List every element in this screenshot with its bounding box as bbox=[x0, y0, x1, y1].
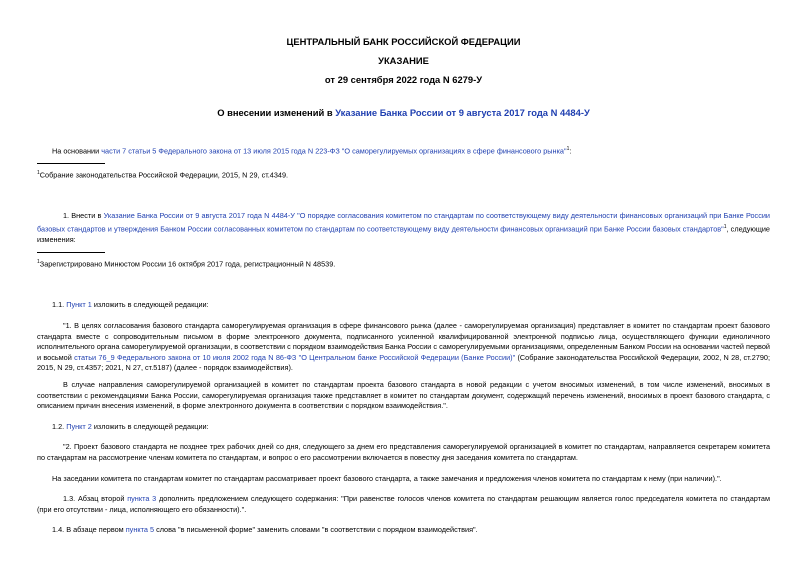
item-1-text: 1. Внести в bbox=[63, 211, 104, 220]
preamble-tail: : bbox=[569, 146, 572, 156]
item-1-4-prefix: 1.4. В абзаце первом bbox=[52, 525, 126, 534]
quote-1-p2: В случае направления саморегулируемой организацией в комитет по стандартам проекта базового стандарта в новой редакции с учетом вносимых изменений, в том числе изменений, вносимых в соответствии с рекомендациями Банка России, саморегулируемая организация также представляет в комитет по стандартам документ, содержащий перечень изменений, вносимых в проект базового стандарта, с описанием причин внесения изменений, в форме электронного документа в соответствии с порядком взаимодействия.". bbox=[37, 380, 770, 411]
quote-1 bbox=[37, 321, 770, 374]
quote-1-law-link[interactable]: статьи 76_9 Федерального закона от 10 июля 2002 года N 86-ФЗ "О Центральном банке Российской Федерации (Банке России)" bbox=[74, 352, 516, 362]
item-1-4 bbox=[52, 525, 478, 536]
doc-type: УКАЗАНИЕ bbox=[378, 55, 429, 66]
doc-title-prefix: О внесении изменений в bbox=[217, 107, 336, 118]
footnote-divider bbox=[37, 163, 105, 164]
footnote-mark: 1 bbox=[566, 146, 570, 152]
footnote-2 bbox=[37, 257, 335, 269]
doc-title-link[interactable]: Указание Банка России от 9 августа 2017 года N 4484-У bbox=[335, 107, 590, 118]
preamble-law-link[interactable]: части 7 статьи 5 Федерального закона от 13 июля 2015 года N 223-ФЗ "О саморегулируемых организациях в сфере финансового рынка" bbox=[101, 146, 567, 156]
footnote-1 bbox=[37, 168, 288, 180]
item-1-ukazanie-link[interactable]: Указание Банка России от 9 августа 2017 года N 4484-У bbox=[103, 211, 295, 220]
preamble-text: На основании bbox=[52, 146, 102, 156]
item-1-footnote-mark: 1 bbox=[723, 223, 727, 230]
item-1-4-text: слова "в письменной форме" заменить словами "в соответствии с порядком взаимодействия". bbox=[154, 525, 478, 534]
quote-1-tail: (Собрание законодательства Российской Федерации, 2002, N 28, ст.2790; 2015, N 29, ст.4357; 2021, N 27, ст.5187) (далее - порядок взаимодействия). bbox=[37, 352, 770, 373]
footnote-1-mark: 1 bbox=[37, 170, 40, 176]
preamble bbox=[52, 144, 762, 157]
item-1-3-link[interactable]: пункта 3 bbox=[127, 494, 157, 503]
item-1-2-prefix: 1.2. bbox=[52, 422, 67, 431]
doc-date-number: от 29 сентября 2022 года N 6279-У bbox=[324, 74, 483, 85]
item-1-title-link[interactable]: "О порядке согласования комитетом по стандартам по соответствующему виду деятельности финансовых организаций при Банке России базовых стандартов и утверждения Банком России согласованных комитетом по стандартам по соответствующему виду деятельности финансовых организаций при Банке России базовых стандартов" bbox=[37, 211, 771, 234]
quote-2: "2. Проект базового стандарта не позднее трех рабочих дней со дня, следующего за днем его представления саморегулируемой организацией в комитет по стандартам, направляется секретарем комитета по стандартам на рассмотрение членам комитета по стандартам, и вопрос о его рассмотрении включается в повестку дня заседания комитета по стандартам. bbox=[37, 442, 770, 462]
item-1-1-text: изложить в следующей редакции: bbox=[91, 300, 209, 309]
item-1-3-text: дополнить предложением следующего содержания: "При равенстве голосов членов комитета по стандартам решающим является голос председателя комитета по стандартам (при его отсутствии - лица, исполняющего его обязанности).". bbox=[37, 494, 771, 514]
quote-1-text: "1. В целях согласования базового стандарта саморегулируемая организация в сфере финансового рынка (далее - саморегулируемая организация) представляет в комитет по стандартам проект базового стандарта вместе с сопроводительным письмом в форме электронного документа, подписанного усиленной квалифицированной электронной подписью лица, осуществляющего функции единоличного исполнительного органа саморегулируемой организации, в соответствии с порядком взаимодействия Банка России с саморегулируемыми организациями, определенным Банком России на основании частей первой и восьмой bbox=[37, 321, 770, 362]
item-1-1-link[interactable]: Пункт 1 bbox=[66, 300, 92, 309]
item-1-2-text: изложить в следующей редакции: bbox=[91, 422, 209, 431]
footnote-2-mark: 1 bbox=[37, 259, 40, 265]
org-name: ЦЕНТРАЛЬНЫЙ БАНК РОССИЙСКОЙ ФЕДЕРАЦИИ bbox=[286, 36, 521, 47]
item-1-3-prefix: 1.3. Абзац второй bbox=[63, 494, 128, 503]
item-1-4-link[interactable]: пункта 5 bbox=[125, 525, 155, 534]
doc-title bbox=[0, 107, 807, 118]
item-1-2 bbox=[52, 422, 209, 433]
footnote-divider-2 bbox=[37, 252, 105, 253]
footnote-2-text: Зарегистрировано Минюстом России 16 октября 2017 года, регистрационный N 48539. bbox=[39, 259, 336, 269]
item-1-tail: , следующие изменения: bbox=[37, 224, 770, 244]
item-1-1-prefix: 1.1. bbox=[52, 300, 67, 309]
item-1-2-link[interactable]: Пункт 2 bbox=[66, 422, 92, 431]
item-1-1 bbox=[52, 300, 209, 311]
item-1-3 bbox=[37, 494, 770, 515]
quote-2-p2: На заседании комитета по стандартам комитет по стандартам рассматривает проект базового стандарта, а также замечания и предложения членов комитета по стандартам к нему (при наличии).". bbox=[52, 474, 722, 483]
item-1 bbox=[37, 211, 770, 245]
footnote-1-text: Собрание законодательства Российской Федерации, 2015, N 29, ст.4349. bbox=[39, 170, 289, 180]
